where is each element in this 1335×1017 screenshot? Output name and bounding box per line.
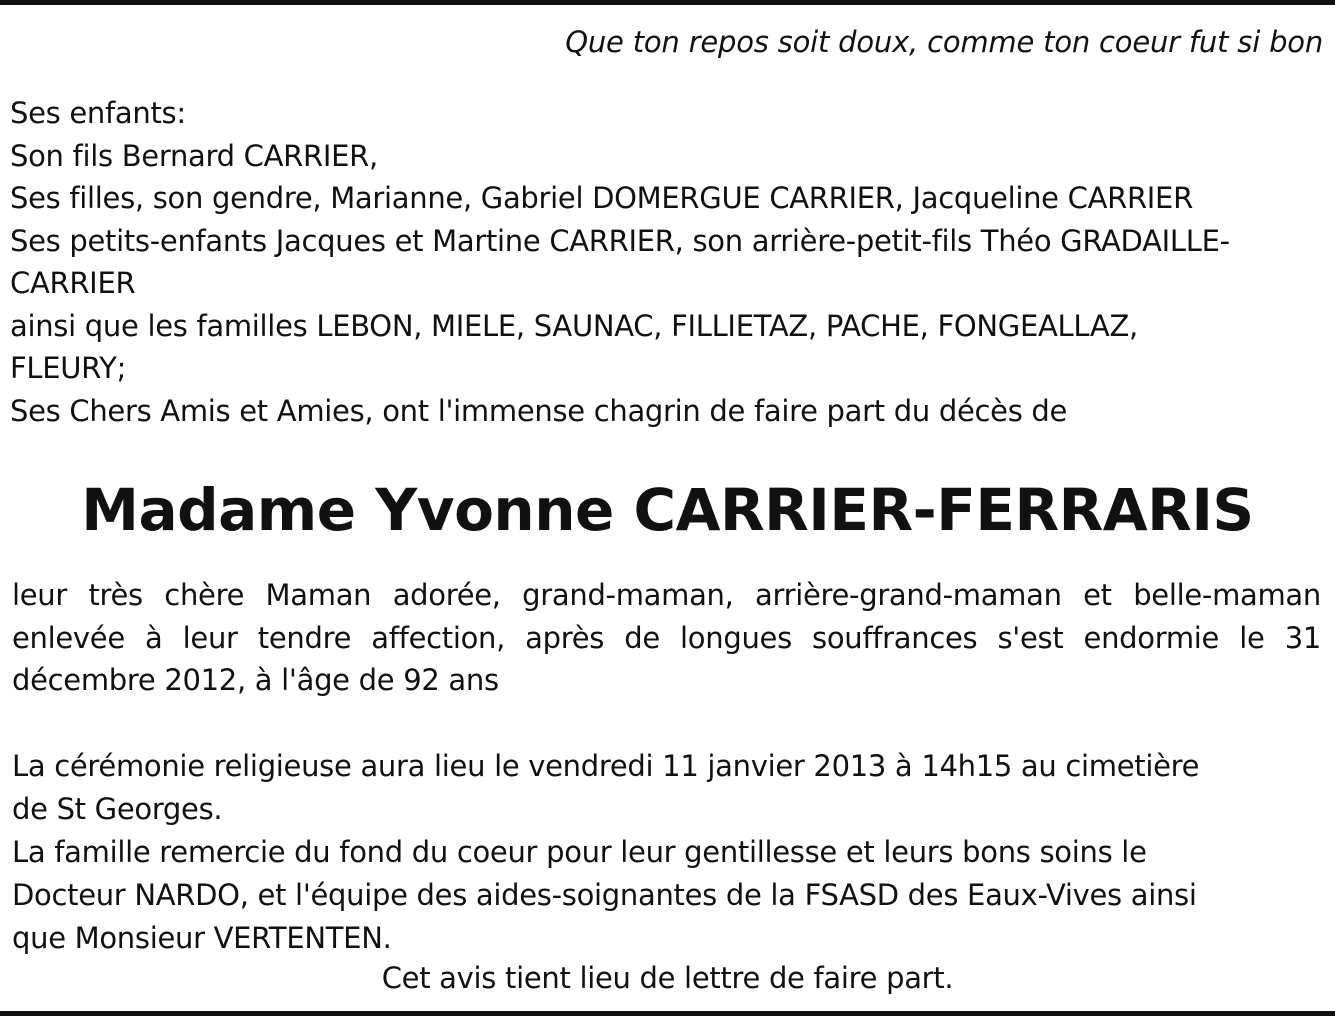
thanks-line: que Monsieur VERTENTEN. (12, 921, 392, 955)
ceremony-line: La cérémonie religieuse aura lieu le vendredi 11 janvier 2013 à 14h15 au cimetière (12, 749, 1200, 783)
family-line: CARRIER (10, 266, 136, 300)
family-line: Son fils Bernard CARRIER, (10, 138, 378, 173)
bottom-rule (0, 1011, 1335, 1016)
family-line: Ses petits-enfants Jacques et Martine CARRIER, son arrière-petit-fils Théo GRADAILLE- (10, 223, 1230, 258)
top-rule (0, 0, 1335, 5)
thanks-line: Docteur NARDO, et l'équipe des aides-soignantes de la FSASD des Eaux-Vives ainsi (12, 878, 1197, 912)
description-line: décembre 2012, à l'âge de 92 ans (12, 663, 499, 697)
family-line: ainsi que les familles LEBON, MIELE, SAUNAC, FILLIETAZ, PACHE, FONGEALLAZ, (10, 308, 1138, 343)
family-line: Ses enfants: (10, 96, 186, 130)
epigraph: Que ton repos soit doux, comme ton coeur fut si bon (565, 25, 1323, 59)
deceased-description (12, 574, 1321, 702)
thanks-line: La famille remercie du fond du coeur pour leur gentillesse et leurs bons soins le (12, 835, 1147, 869)
ceremony-details (12, 745, 1327, 960)
description-line: enlevée à leur tendre affection, après de longues souffrances s'est endormie le 31 (12, 620, 1321, 655)
description-line: leur très chère Maman adorée, grand-maman, arrière-grand-maman et belle-maman (12, 578, 1321, 612)
deceased-name: Madame Yvonne CARRIER-FERRARIS (81, 476, 1254, 544)
family-line: Ses filles, son gendre, Marianne, Gabriel DOMERGUE CARRIER, Jacqueline CARRIER (10, 181, 1193, 215)
closing-note: Cet avis tient lieu de lettre de faire part. (381, 961, 954, 995)
family-announcement (10, 92, 1325, 432)
ceremony-line: de St Georges. (12, 792, 223, 826)
family-line: FLEURY; (10, 351, 127, 385)
family-line: Ses Chers Amis et Amies, ont l'immense chagrin de faire part du décès de (10, 393, 1068, 428)
